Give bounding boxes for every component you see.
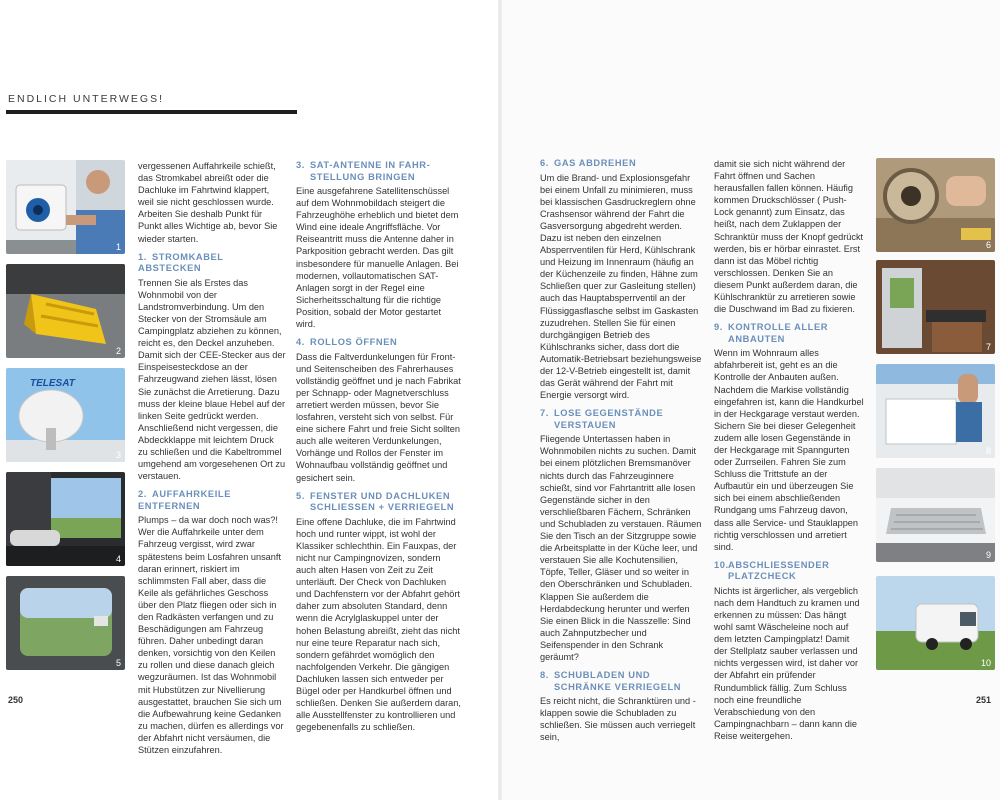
paragraph: Fliegende Untertassen haben in Wohnmobilen nichts zu suchen. Damit bei einem plötzlichen Bremsmanöver nichts durch das Fahrzeuginnere schießt, sind vor Fahrtantritt alle losen Gegenstände sicher in den verschließbaren Fächern, Schränken und Schubladen zu verstauen. Räumen Sie den Tisch an der Sitzgruppe sowie die Arbeitsplatte in der Küche leer, und verstauen Sie alle Kochutensilien, Töpfe, Teller, Gläser und so weiter in den Oberschränken und Schubladen. Klappen Sie außerdem die Herdabdeckung herunter und werfen Sie einen Blick in die Nasszelle: Sind auch Zahnputzbecher und Seifenspender in den Schrank geräumt? <box>540 434 702 662</box>
heading-text: FENSTER UND DACHLUKEN <box>310 490 451 501</box>
heading-number: 6. <box>540 158 549 168</box>
photo-number: 7 <box>985 342 991 352</box>
heading-gegenstaende <box>540 408 703 431</box>
paragraph: Eine ausgefahrene Satellitenschüssel auf dem Wohnmobildach steigert die Fahrzeughöhe erheblich und bietet dem Wind eine ideale Angriffsfläche. Vor Reiseantritt muss die Antenne daher in Parkposition gebracht werden. Das gilt insbesondere für manuelle Anlagen. Bei modernen, vollautomatischen SAT-Anlagen sorgt in der Regel eine Sicherheitsschaltung für die richtige Position, sobald der Motor gestartet wird. <box>296 186 459 330</box>
heading-schubladen <box>540 670 703 693</box>
photo-sat-antenna <box>6 368 125 462</box>
heading-text: STROMKABEL ABSTECKEN <box>138 251 224 274</box>
text-column-4 <box>714 158 864 742</box>
photo-number: 1 <box>115 242 121 252</box>
heading-stromkabel <box>138 252 286 275</box>
photo-number: 10 <box>980 658 991 668</box>
photo-push-lock-image <box>876 158 995 252</box>
paragraph: Nichts ist ärgerlicher, als vergeblich nach dem Handtuch zu kramen und erkennen zu müssen: Das hängt wohl samt Wäscheleine noch auf dem letzten Campingplatz! Damit der Stellplatz sauber verlassen und nichts vergessen wird, ist daher vor der Abfahrt ein prüfender Rundumblick fällig. Zum Schluss noch eine freundliche Verabschiedung von den Campingnachbarn – dann kann die Reise weitergehen. <box>714 585 860 741</box>
heading-text: GAS ABDREHEN <box>554 158 637 168</box>
photo-cab-blinds <box>6 472 125 566</box>
photo-rear-garage-image <box>876 364 995 458</box>
heading-number: 8. <box>540 670 549 681</box>
paragraph: Es reicht nicht, die Schranktüren und -klappen sowie die Schubladen zu schließen. Sie müssen auch verriegelt sein, <box>540 696 696 743</box>
heading-number: 5. <box>296 490 305 501</box>
heading-text: SAT-ANTENNE IN FAHR- <box>310 160 431 170</box>
paragraph: Trennen Sie als Erstes das Wohnmobil von der Landstromverbindung. Um den Stecker von der Stromsäule am Campingplatz abziehen zu können, reicht es, den Deckel anzuheben. Damit sich der CEE-Stecker aus der Einspeisesteckdose an der Fahrzeugwand ziehen lässt, lösen Sie zunächst die Arretierung. Dazu muss der kleine blaue Hebel auf der linken Seite gedrückt werden. Anschließend nicht vergessen, die Abdeckklappe mit leichtem Druck zu schließen und die Kabeltrommel umgehend am vorgesehenen Ort zu verstauen. <box>138 277 286 482</box>
heading-text: LOSE GEGENSTÄNDE <box>554 408 664 419</box>
heading-sat-antenne <box>296 160 462 183</box>
heading-text: STELLUNG BRINGEN <box>310 171 416 182</box>
heading-text: VERSTAUEN <box>554 419 617 430</box>
heading-number: 10. <box>714 559 729 570</box>
heading-text: ROLLOS ÖFFNEN <box>310 337 398 348</box>
photo-rear-garage <box>876 364 995 458</box>
heading-text: ABSCHLIESSENDER <box>728 559 830 570</box>
heading-number: 9. <box>714 322 723 333</box>
heading-text: AUFFAHRKEILE ENTFERNEN <box>138 489 231 511</box>
page-number-right: 251 <box>976 695 992 705</box>
paragraph: Plumps – da war doch noch was?! Wer die Auffahrkeile unter dem Fahrzeug vergisst, wird zwar spätestens beim Losfahren unsanft daran erinnert, riskiert im schlimmsten Fall aber, dass die Keile als gefährliches Geschoss über den Platz fliegen oder sich in den Radkästen verfangen und zu Beschädigungen am Fahrzeug führen. Daher unbedingt daran denken, vorsichtig von den Keilen zu rollen und diese danach gleich wegzuräumen. Ist das Wohnmobil mit Hubstützen zur Nivellierung ausgestattet, brauchen Sie sich um die Aufbewahrung keine Gedanken zu machen, dürfen es allerdings vor der Abfahrt nicht versäumen, die Stützen einzufahren. <box>138 515 284 756</box>
paragraph: Eine offene Dachluke, die im Fahrtwind hoch und runter wippt, ist wohl der Klassiker schlechthin. Ein Fauxpas, der nicht nur Campingnovizen, sondern auch alten Hasen von Zeit zu Zeit unterläuft. Der Check von Dachluken und Dachfenstern vor der Abfahrt gehört daher zum absoluten Standard, denn wenn die Acrylglaskuppel unter der hohen Belastung abreißt, zieht das nicht nur eine teure Reparatur nach sich, sondern gefährdet womöglich den nachfolgenden Verkehr. Die gängigen Dachluken lassen sich entweder per Bügel oder per Handkurbel öffnen und schließen. Denken Sie außerdem daran, alle Ausstellfenster zu kontrollieren und gegebenenfalls zu schließen. <box>296 516 461 733</box>
photo-ramp-chocks <box>6 264 125 358</box>
heading-anbauten <box>714 322 864 345</box>
heading-text: SCHLIESSEN + VERRIEGELN <box>310 502 455 513</box>
photo-number: 3 <box>115 450 121 460</box>
photo-number: 4 <box>115 554 121 564</box>
heading-fenster <box>296 491 462 514</box>
paragraph: Um die Brand- und Explosionsgefahr bei einem Unfall zu minimieren, muss bei klassischen Gasdruckreglern ohne Crashsensor während der Fahrt die Gasversorgung abgedreht werden. Dazu ist neben den einzelnen Absperrventilen für Herd, Kühlschrank und Heizung im Innenraum (häufig an der Küchenzeile zu finden, Hähne zum Schließen quer zur Gasleitung stellen) auch das Hauptabsperrventil an der Flüssiggasflasche selbst im Gaskasten zuzudrehen. Stellen Sie für einen durchgängigen Betrieb des Kühlschranks sicher, dass dort die Automatik-Betriebsart beziehungsweise der 12-V-Betrieb eingestellt ist, damit das Gerät während der Fahrt mit Energie versorgt wird. <box>540 172 702 401</box>
heading-auffahrkeile <box>138 489 286 512</box>
photo-power-cable-image <box>6 160 125 254</box>
telesat-logo: TELESAT <box>30 378 75 389</box>
paragraph: vergessenen Auffahrkeile schießt, das Stromkabel abreißt oder die Dachluke im Fahrtwind klappert, weil sie nicht geschlossen wurde. Arbeiten Sie deshalb Punkt für Punkt alles Wichtige ab, bevor Sie wieder starten. <box>138 161 278 244</box>
photo-campsite-check-image <box>876 576 995 670</box>
heading-number: 7. <box>540 408 549 419</box>
photo-fridge-bath <box>876 260 995 354</box>
heading-rollos <box>296 337 462 349</box>
photo-number: 8 <box>985 446 991 456</box>
photo-number: 2 <box>115 346 121 356</box>
heading-number: 4. <box>296 337 305 348</box>
photo-window <box>6 576 125 670</box>
heading-number: 3. <box>296 160 305 170</box>
heading-text: SCHRÄNKE VERRIEGELN <box>554 681 682 692</box>
book-gutter <box>498 0 502 800</box>
photo-number: 5 <box>115 658 121 668</box>
paragraph: Wenn im Wohnraum alles abfahrbereit ist, geht es an die Kontrolle der Anbauten außen. Nachdem die Markise vollständig eingefahren ist, kann die Handkurbel in der Heckgarage verstaut werden. Sichern Sie bei dieser Gelegenheit zudem alle losen Gegenstände in der Heckgarage mit Spanngurten oder Zurrseilen. Fahren Sie zum Schluss die Trittstufe an der Aufbautür ein und überzeugen Sie sich bei einem abschließenden Rundgang ums Fahrzeug davon, dass alle Service- und Stauklappen richtig verschlossen und arretiert sind. <box>714 348 864 552</box>
heading-text: PLATZCHECK <box>728 571 797 582</box>
page-number-left: 250 <box>8 695 24 705</box>
photo-cab-blinds-image <box>6 472 125 566</box>
photo-fridge-bath-image <box>876 260 995 354</box>
paragraph: Dass die Faltverdunkelungen für Front- und Seitenscheiben des Fahrerhauses vollständig geöffnet und je nach Fabrikat per Schnapp- oder Magnetverschluss arretiert werden müssen, bevor Sie losfahren, versteht sich von selbst. Für eine sichere Fahrt und freie Sicht sollten auch alle weiteren Verdunkelungen, Vorhänge und Rollos der Fenster im Wohnaufbau vollständig geöffnet und gesichert sein. <box>296 351 461 483</box>
heading-platzcheck <box>714 560 864 583</box>
photo-push-lock <box>876 158 995 252</box>
heading-text: SCHUBLADEN UND <box>554 670 651 681</box>
heading-number: 2. <box>138 489 147 500</box>
photo-entry-step <box>876 468 995 562</box>
photo-power-cable <box>6 160 125 254</box>
photo-window-image <box>6 576 125 670</box>
heading-text: ANBAUTEN <box>728 333 785 344</box>
text-column-1 <box>138 160 286 756</box>
photo-ramp-chocks-image <box>6 264 125 358</box>
heading-number: 1. <box>138 251 147 262</box>
paragraph: damit sie sich nicht während der Fahrt öffnen und Sachen herausfallen fallen können. Häufig kommen Druckschlösser ( Push-Lock genannt) zum Einsatz, das heißt, nach dem Zuklappen der Schranktür muss der Knopf gedrückt werden, bis er hörbar einrastet. Erst dann ist das Möbel richtig verschlossen. Denken Sie an diesem Punkt außerdem daran, die Kühlschranktür zu arretieren sowie die Duschwand im Bad zu fixieren. <box>714 159 864 315</box>
photo-number: 9 <box>985 550 991 560</box>
heading-text: KONTROLLE ALLER <box>728 322 829 333</box>
photo-number: 6 <box>985 240 991 250</box>
title-rule <box>6 110 297 114</box>
text-column-2 <box>296 160 462 733</box>
section-title: ENDLICH UNTERWEGS! <box>8 93 164 105</box>
photo-campsite-check <box>876 576 995 670</box>
photo-entry-step-image <box>876 468 995 562</box>
heading-gas <box>540 158 703 170</box>
text-column-3 <box>540 158 703 743</box>
